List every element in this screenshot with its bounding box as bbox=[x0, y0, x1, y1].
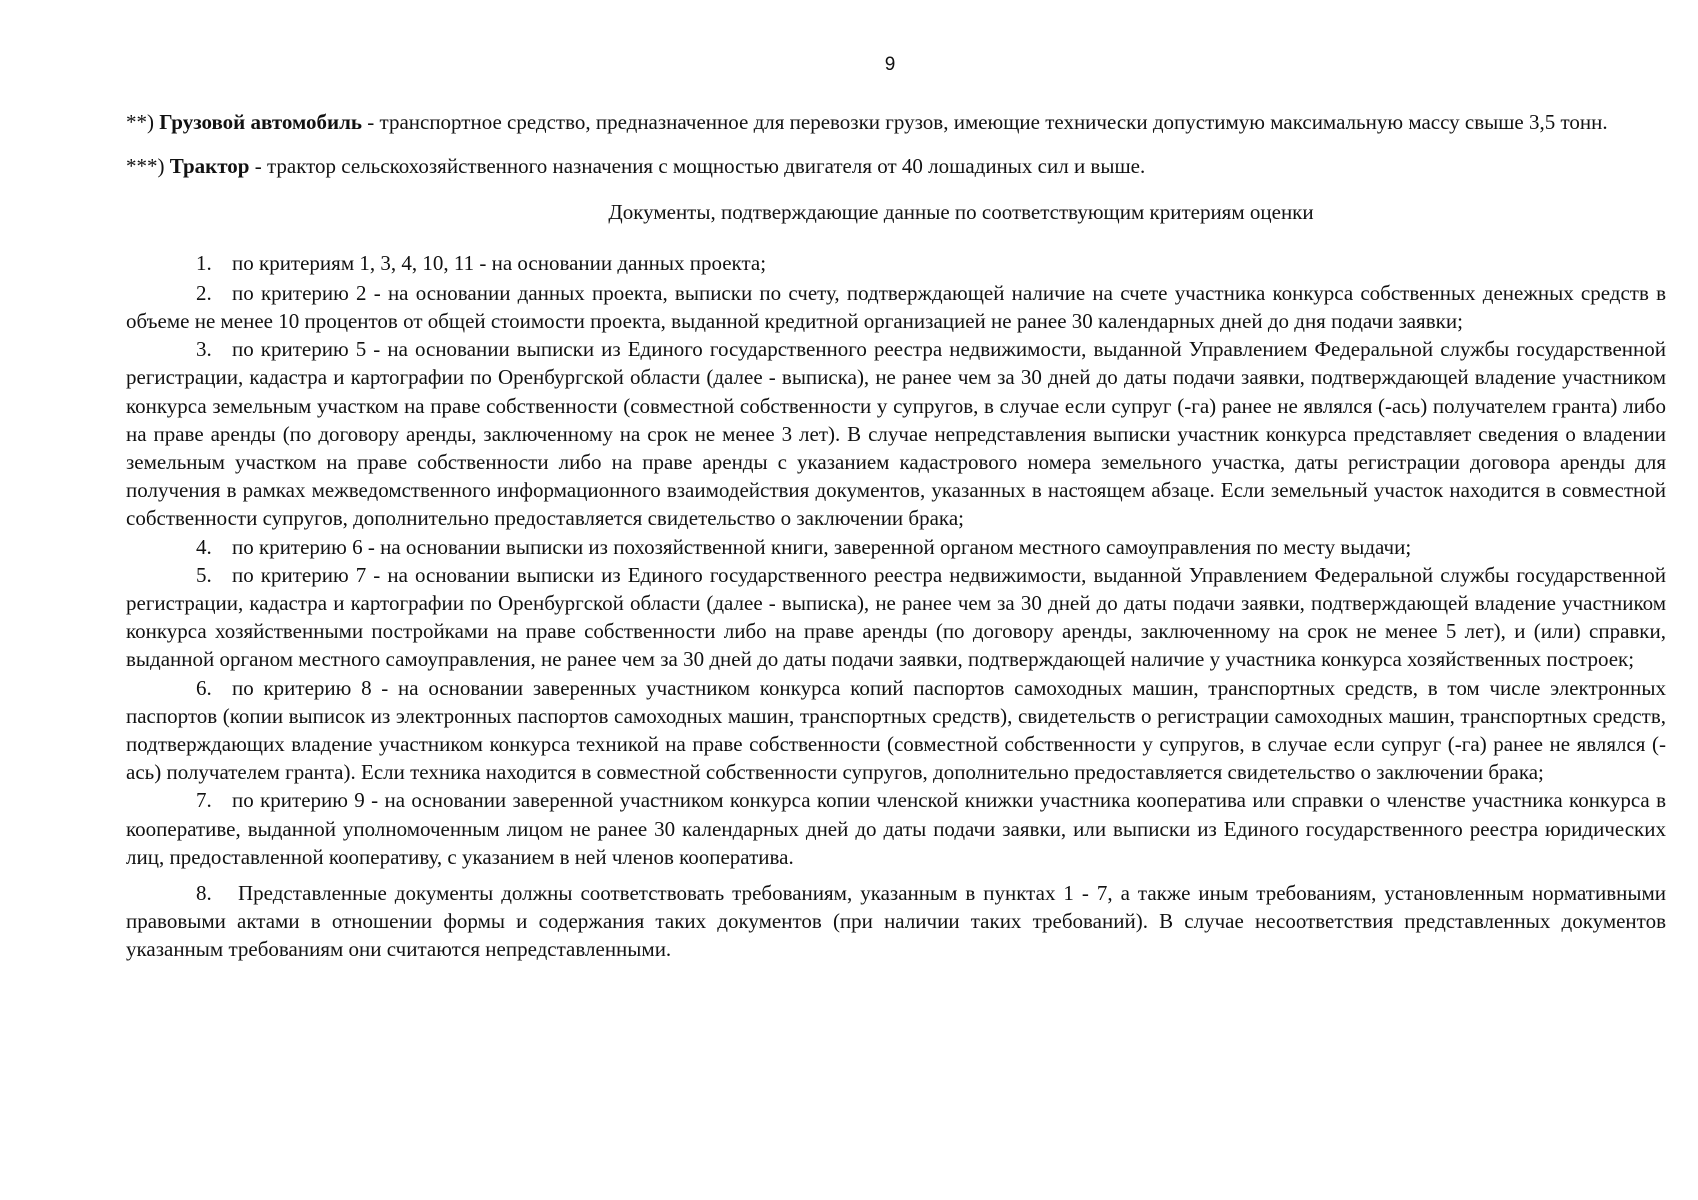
list-item bbox=[126, 786, 1666, 871]
item-text: по критерию 6 - на основании выписки из похозяйственной книги, заверенной органом местного самоуправления по месту выдачи; bbox=[232, 534, 1412, 559]
list-item bbox=[126, 533, 1666, 561]
item-number: 5. bbox=[196, 562, 212, 587]
item-text: по критерию 8 - на основании заверенных участником конкурса копий паспортов самоходных машин, транспортных средств, в том числе электронных паспортов (копии выписок из электронных паспортов самоходных машин, транспортных средств), свидетельств о регистрации самоходных машин, транспортных средств, подтверждающих владение участником конкурса техникой на праве собственности (совместной собственности у супругов, в случае если супруг (-га) ранее не являлся (-ась) получателем гранта). Если техника находится в совместной собственности супругов, дополнительно предоставляется свидетельство о заключении брака; bbox=[126, 675, 1666, 785]
definition-tractor bbox=[126, 152, 1666, 180]
page-number: 9 bbox=[884, 54, 896, 75]
item-text: по критерию 9 - на основании заверенной участником конкурса копии членской книжки участника кооператива или справки о членстве участника конкурса в кооперативе, выданной уполномоченным лицом не ранее 30 календарных дней до даты подачи заявки, или выписки из Единого государственного реестра юридических лиц, предоставленной кооперативу, с указанием в ней членов кооператива. bbox=[126, 788, 1666, 869]
item-number: 4. bbox=[196, 534, 212, 559]
item-number: 7. bbox=[196, 788, 212, 813]
list-item bbox=[126, 335, 1666, 532]
section-title: Документы, подтверждающие данные по соответствующим критериям оценки bbox=[608, 200, 1314, 225]
list-item bbox=[126, 561, 1666, 674]
definition-term: Грузовой автомобиль bbox=[159, 110, 363, 134]
definition-marker: **) bbox=[126, 110, 154, 134]
list-item bbox=[126, 879, 1666, 964]
definition-marker: ***) bbox=[126, 154, 165, 179]
item-text: по критерию 5 - на основании выписки из Единого государственного реестра недвижимости, выданной Управлением Федеральной службы государственной регистрации, кадастра и картографии по Оренбургской области (далее - выписка), не ранее чем за 30 дней до даты подачи заявки, подтверждающей владение участником конкурса земельным участком на праве собственности (совместной собственности у супругов, в случае если супруг (-га) ранее не являлся (-ась) получателем гранта) либо на праве аренды (по договору аренды, заключенному на срок не менее 3 лет). В случае непредставления выписки участник конкурса представляет сведения о владении земельным участком на праве собственности либо на праве аренды с указанием кадастрового номера земельного участка, даты регистрации договора аренды для получения в рамках межведомственного информационного взаимодействия документов, указанных в настоящем абзаце. Если земельный участок находится в совместной собственности супругов, дополнительно предоставляется свидетельство о заключении брака; bbox=[126, 337, 1666, 531]
item-number: 1. bbox=[196, 250, 212, 275]
item-number: 8. bbox=[196, 881, 212, 906]
definition-truck bbox=[126, 108, 1666, 136]
definition-text: - трактор сельскохозяйственного назначения с мощностью двигателя от 40 лошадиных сил и выше. bbox=[249, 154, 1146, 179]
definition-term: Трактор bbox=[169, 154, 250, 179]
list-item bbox=[126, 279, 1666, 335]
item-text: по критериям 1, 3, 4, 10, 11 - на основании данных проекта; bbox=[232, 250, 767, 275]
item-number: 3. bbox=[196, 337, 212, 362]
document-body bbox=[126, 108, 1666, 964]
definition-text: - транспортное средство, предназначенное для перевозки грузов, имеющие технически допустимую максимальную массу свыше 3,5 тонн. bbox=[362, 110, 1608, 134]
list-item bbox=[126, 674, 1666, 787]
item-text: Представленные документы должны соответствовать требованиям, указанным в пунктах 1 - 7, а также иным требованиям, установленным нормативными правовыми актами в отношении формы и содержания таких документов (при наличии таких требований). В случае несоответствия представленных документов указанным требованиям они считаются непредставленными. bbox=[126, 881, 1666, 962]
item-text: по критерию 7 - на основании выписки из Единого государственного реестра недвижимости, выданной Управлением Федеральной службы государственной регистрации, кадастра и картографии по Оренбургской области (далее - выписка), не ранее чем за 30 дней до даты подачи заявки, подтверждающей владение участником конкурса хозяйственными постройками на праве собственности либо на праве аренды (по договору аренды, заключенному на срок не менее 5 лет), и (или) справки, выданной органом местного самоуправления, не ранее чем за 30 дней до даты подачи заявки, подтверждающей наличие у участника конкурса хозяйственных построек; bbox=[126, 562, 1666, 672]
list-item bbox=[126, 249, 1666, 277]
item-number: 2. bbox=[196, 280, 212, 305]
item-text: по критерию 2 - на основании данных проекта, выписки по счету, подтверждающей наличие на счете участника конкурса собственных денежных средств в объеме не менее 10 процентов от общей стоимости проекта, выданной кредитной организацией не ранее 30 календарных дней до дня подачи заявки; bbox=[126, 280, 1666, 334]
item-number: 6. bbox=[196, 675, 212, 700]
